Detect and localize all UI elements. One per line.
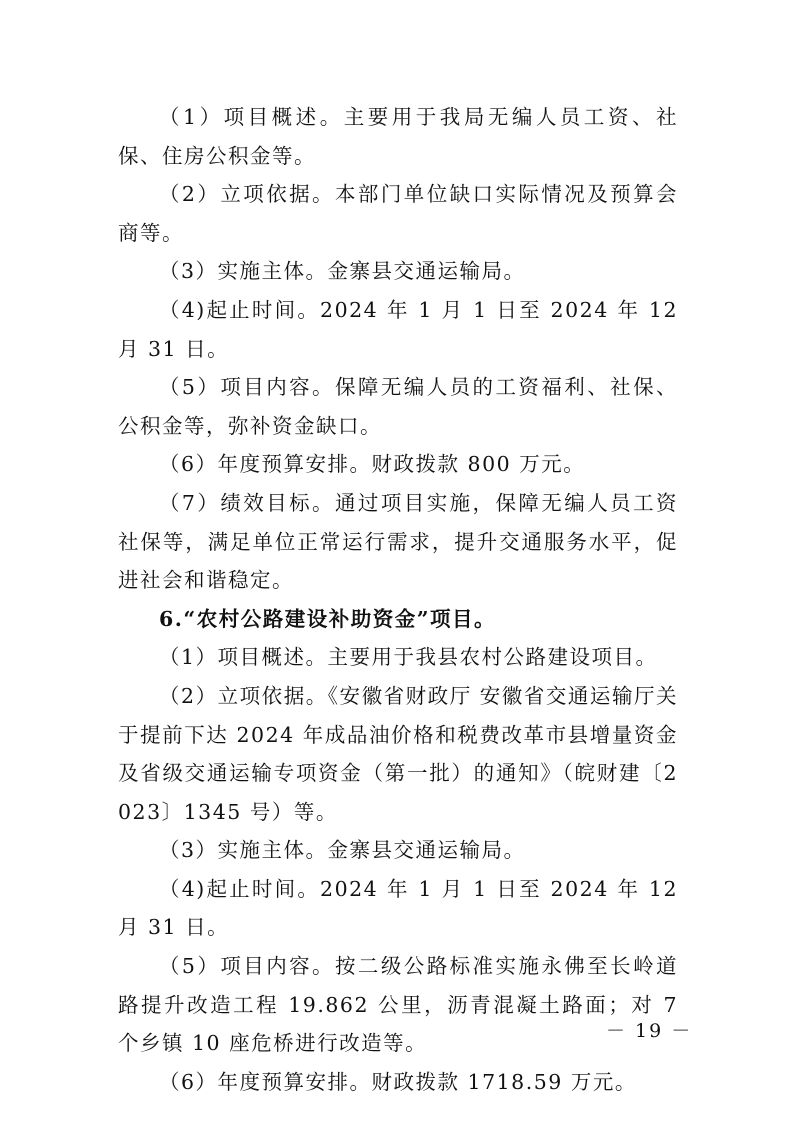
paragraph-annual-budget: （6）年度预算安排。财政拨款 1718.59 万元。 (159, 1069, 637, 1094)
paragraph-project-overview: （1）项目概述。主要用于我县农村公路建设项目。 (159, 645, 658, 670)
paragraph-annual-budget: （6）年度预算安排。财政拨款 800 万元。 (159, 452, 586, 477)
paragraph-project-content: （5）项目内容。保障无编人员的工资福利、社保、公积金等，弥补资金缺口。 (118, 375, 678, 438)
page-number: － 19 － (606, 1020, 693, 1042)
paragraph-project-content: （5）项目内容。按二级公路标准实施永佛至长岭道路提升改造工程 19.862 公里，沥青混凝土路面；对 7 个乡镇 10 座危桥进行改造等。 (118, 954, 678, 1056)
section-heading-rural-road-fund: 6.“农村公路建设补助资金”项目。 (159, 606, 496, 631)
document-body (118, 98, 678, 1101)
paragraph-project-basis: （2）立项依据。本部门单位缺口实际情况及预算会商等。 (118, 182, 678, 245)
paragraph-project-overview: （1）项目概述。主要用于我局无编人员工资、社保、住房公积金等。 (118, 105, 678, 168)
paragraph-time-period: （4)起止时间。2024 年 1 月 1 日至 2024 年 12 月 31 日。 (118, 876, 678, 940)
paragraph-implementing-entity: （3）实施主体。金寨县交通运输局。 (159, 838, 526, 863)
paragraph-implementing-entity: （3）实施主体。金寨县交通运输局。 (159, 259, 526, 284)
paragraph-performance-goal: （7）绩效目标。通过项目实施，保障无编人员工资社保等，满足单位正常运行需求，提升交通服务水平，促进社会和谐稳定。 (118, 490, 678, 593)
paragraph-time-period: （4)起止时间。2024 年 1 月 1 日至 2024 年 12 月 31 日。 (118, 297, 678, 361)
paragraph-project-basis: （2）立项依据。《安徽省财政厅 安徽省交通运输厅关于提前下达 2024 年成品油价格和税费改革市县增量资金及省级交通运输专项资金（第一批）的通知》（皖财建〔2023〕1345 号）等。 (118, 683, 678, 824)
